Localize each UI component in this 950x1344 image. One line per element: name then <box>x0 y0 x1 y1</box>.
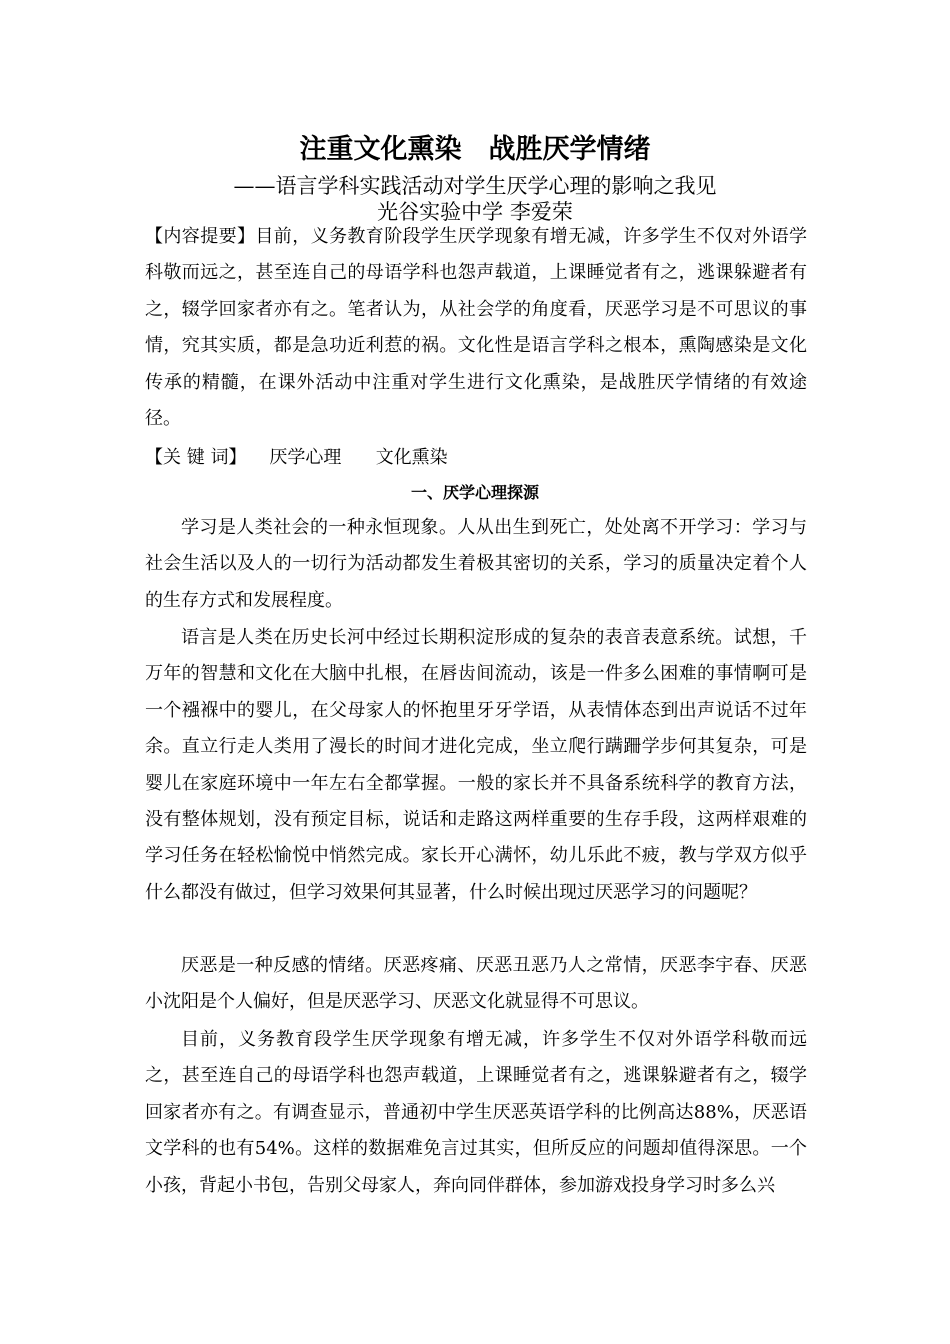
abstract-block <box>145 219 807 437</box>
abstract-text: 目前，义务教育阶段学生厌学现象有增无减，许多学生不仅对外语学科敬而远之，甚至连自己的母语学科也怨声载道，上课睡觉者有之，逃课躲避者有之，辍学回家者亦有之。笔者认为，从社会学的角度看，厌恶学习是不可思议的事情，究其实质，都是急功近利惹的祸。文化性是语言学科之根本，熏陶感染是文化传承的精髓，在课外活动中注重对学生进行文化熏染，是战胜厌学情绪的有效途径。 <box>145 226 808 430</box>
keywords-label: 【关 键 词】 <box>145 447 247 468</box>
abstract-label: 【内容提要】 <box>145 226 256 247</box>
keyword-item: 文化熏染 <box>375 447 448 468</box>
document-subtitle: ——语言学科实践活动对学生厌学心理的影响之我见 <box>233 174 717 198</box>
body-paragraph: 厌恶是一种反感的情绪。厌恶疼痛、厌恶丑恶乃人之常情，厌恶李宇春、厌恶小沈阳是个人偏好，但是厌恶学习、厌恶文化就显得不可思议。 <box>145 955 807 1013</box>
author-line: 光谷实验中学 李爱荣 <box>377 200 573 224</box>
body-paragraph: 目前，义务教育段学生厌学现象有增无减，许多学生不仅对外语学科敬而远之，甚至连自己的母语学科也怨声载道，上课睡觉者有之，逃课躲避者有之，辍学回家者亦有之。有调查显示，普通初中学生厌恶英语学科的比例高达88%，厌恶语文学科的也有54%。这样的数据难免言过其实，但所反应的问题却值得深思。一个小孩，背起小书包，告别父母家人，奔向同伴群体，参加游戏投身学习时多么兴 <box>145 1029 807 1196</box>
section-heading: 一、厌学心理探源 <box>410 483 539 502</box>
body-paragraph: 学习是人类社会的一种永恒现象。人从出生到死亡，处处离不开学习：学习与社会生活以及人的一切行为活动都发生着极其密切的关系，学习的质量决定着个人的生存方式和发展程度。 <box>145 517 807 611</box>
keyword-item: 厌学心理 <box>269 447 342 468</box>
keywords-line <box>145 440 807 476</box>
body-paragraph: 语言是人类在历史长河中经过长期积淀形成的复杂的表音表意系统。试想，千万年的智慧和文化在大脑中扎根，在唇齿间流动，该是一件多么困难的事情啊可是一个襁褓中的婴儿，在父母家人的怀抱里牙牙学语，从表情体态到出声说话不过年余。直立行走人类用了漫长的时间才进化完成，坐立爬行蹒跚学步何其复杂，可是婴儿在家庭环境中一年左右全都掌握。一般的家长并不具备系统科学的教育方法，没有整体规划，没有预定目标，说话和走路这两样重要的生存手段，这两样艰难的学习任务在轻松愉悦中悄然完成。家长开心满怀，幼儿乐此不疲，教与学双方似乎什么都没有做过，但学习效果何其显著，什么时候出现过厌恶学习的问题呢？ <box>145 627 807 903</box>
document-title: 注重文化熏染 战胜厌学情绪 <box>299 134 651 165</box>
